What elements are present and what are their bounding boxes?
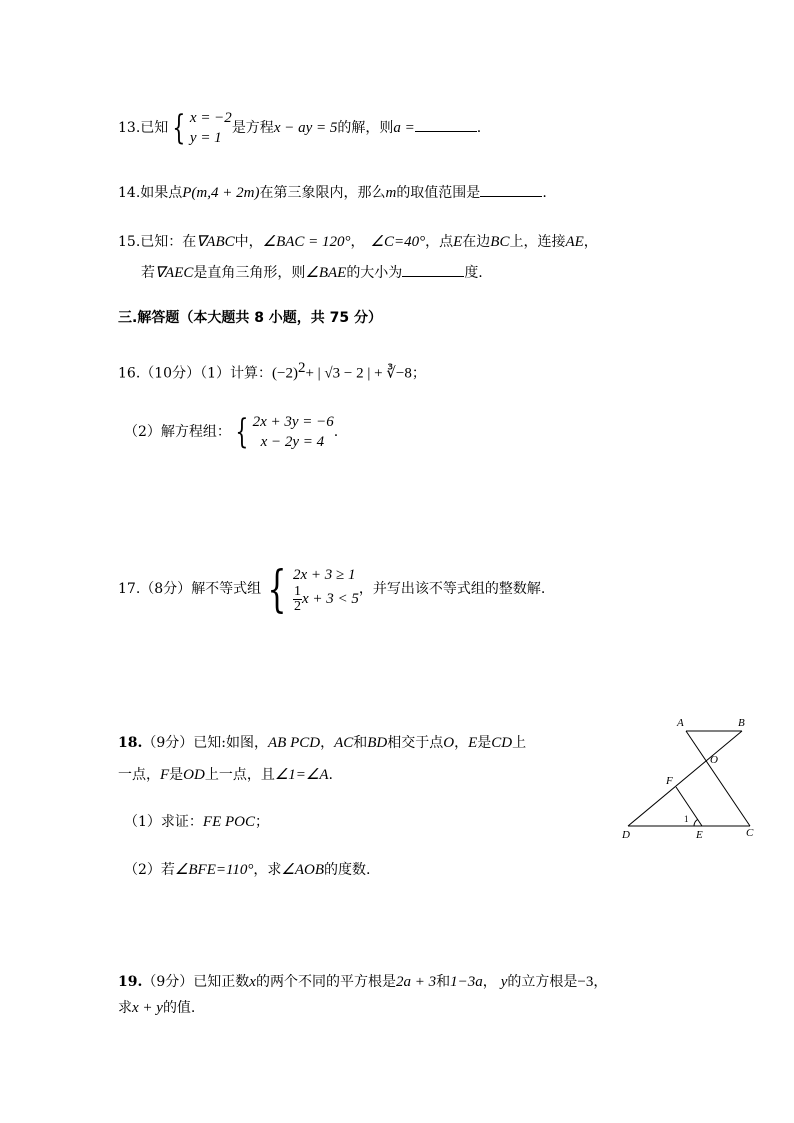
q15-number: 15. [118,234,141,250]
q18-condition: ∠1=∠A [274,767,329,783]
q13-end: . [476,120,482,136]
question-15-line2 [141,262,483,283]
section-heading: 三.解答题（本大题共 8 小题，共 75 分） [118,310,383,326]
question-19-line1 [118,972,607,992]
q19-text4: ， [482,974,497,990]
left-brace-icon: { [172,108,186,148]
q14-text2: 在第三象限内，那么 [259,185,386,201]
q19-sum: x + y [132,1000,163,1016]
fraction-denominator: 2 [294,598,301,614]
q15-text4: 在边 [462,234,491,250]
q18-point-o: O [443,735,455,751]
q17-text: 解不等式组 [191,581,262,597]
q14-text3: 的取值范围是 [396,185,481,201]
q19-points: （9分） [142,974,194,990]
answer-blank [402,262,464,277]
q18-text7: 是 [169,767,184,783]
label-a: A [677,717,684,729]
q18-parallel-fe-oc: FE POC [202,814,255,830]
q18-text6: 一点， [118,767,160,783]
q17-points: （8分） [140,581,192,597]
q14-number: 14. [118,185,141,201]
q15-side-bc: BC [490,234,510,250]
q17-text2: ，并写出该不等式组的整数解. [358,581,546,597]
q15-text8: 是直角三角形，则 [193,265,306,281]
q18-text8: 上一点，且 [204,767,275,783]
label-f: F [666,775,673,787]
q18-angle-bfe: ∠BFE=110° [174,862,254,878]
q18-text: 已知:如图， [193,735,268,751]
label-c: C [746,827,754,839]
q15-text9: 的大小为 [346,265,403,281]
fraction [293,585,302,614]
q16-expression2: + | √3 − 2 | + ∛−8 [305,365,412,382]
q15-text5: 上，连接 [509,234,566,250]
question-14 [118,182,547,203]
q15-text2: 中， [234,234,263,250]
segment-bd [628,731,742,826]
q18-line-ac: AC [334,735,354,751]
segment-fe [676,787,702,826]
angle-1-arc [694,820,698,827]
q18-points: （9分） [142,735,194,751]
q17-ineq2: x + 3 < 5 [302,590,359,607]
fraction-numerator: 1 [294,583,301,599]
question-17 [118,560,546,618]
q13-variable: a = [393,120,415,136]
q15-text7: 若 [141,265,155,281]
q18-part2-label: （2）若 [124,862,175,878]
q18-part1-label: （1）求证： [124,814,203,830]
segment-ac [686,731,750,826]
q13-number: 13. [118,120,141,136]
answer-blank [480,182,542,197]
q18-semicolon: ； [255,814,269,830]
q15-text3: ，点 [425,234,454,250]
left-brace-icon: { [235,412,249,452]
question-18-part1 [124,812,269,832]
question-18-line2: 一点，F是OD上一点，且∠1=∠A. [118,767,333,783]
q19-var-x: x [249,974,256,990]
q17-number: 17. [118,581,141,597]
q15-point-e: E [453,234,463,250]
q16-system [253,412,334,452]
q16-semicolon: ； [411,365,426,382]
q16-exponent: 2 [297,360,306,376]
q19-text8: 的值. [162,1000,196,1016]
q18-side-cd: CD [491,735,513,751]
question-13 [118,108,481,148]
q13-eq2: y = 1 [189,130,222,146]
q18-text2: 和 [353,735,368,751]
q15-segment-ae: AE [565,234,584,250]
q18-number: 18. [118,735,143,751]
q15-comma: ， [350,234,365,250]
q19-text2: 的两个不同的平方根是 [255,974,396,990]
answer-blank [415,117,477,132]
q19-value: −3 [577,974,594,990]
q19-text7: 求 [118,1000,132,1016]
q13-text2: 是方程 [231,120,274,136]
q15-angle-c: ∠C=40° [370,234,426,250]
q16-eq2: x − 2y = 4 [260,434,325,450]
q18-line-bd: BD [367,735,388,751]
label-angle-1: 1 [684,814,689,824]
q19-text3: 和 [436,974,451,990]
label-b: B [738,717,745,729]
q14-text: 如果点 [140,185,183,201]
q14-point: P(m,4 + 2m) [182,185,260,201]
q14-end: . [542,185,547,201]
q13-eq1: x = −2 [189,110,232,126]
q15-angle-bac: ∠BAC = 120° [262,234,351,250]
q18-text5: 上 [512,735,527,751]
question-18-line1 [118,733,526,753]
q19-root2: 1−3a [450,974,483,990]
label-o: O [710,754,718,766]
q18-angle-aob: ∠AOB [281,862,324,878]
question-18-part2 [124,860,370,880]
q18-text9: ，求 [253,862,282,878]
q16-expression: (−2) [272,365,298,382]
question-15-line1 [118,232,598,252]
q18-point-f: F [160,767,170,783]
left-brace-icon: { [267,560,287,618]
q19-root1: 2a + 3 [395,974,437,990]
q13-system [190,108,232,148]
q18-text3: 相交于点 [387,735,444,751]
q16-part2-label: （2）解方程组： [124,424,231,440]
q19-text6: ， [593,974,608,990]
label-e: E [696,829,703,841]
q18-text10: 的度数. [323,862,371,878]
q13-equation: x − ay = 5 [273,120,338,136]
q16-number: 16. [118,365,141,382]
label-d: D [622,829,630,841]
q13-text: 已知 [140,120,169,136]
q18-point-e: E [468,735,478,751]
q15-triangle: ∇ABC [196,234,235,250]
q15-text: 已知：在 [140,234,197,250]
question-16-part1 [118,358,426,384]
q19-var-y: y [500,974,508,990]
q18-parallel-ab-cd: AB PCD [268,735,321,751]
q18-comma: ， [320,735,335,751]
q19-number: 19. [118,974,143,990]
q19-text: 已知正数 [193,974,250,990]
q14-variable: m [385,185,397,201]
q15-text6: ， [583,234,598,250]
geometry-figure [614,712,764,842]
q18-segment-od: OD [183,767,205,783]
q16-dot: . [333,424,339,440]
q19-text5: 的立方根是 [507,974,578,990]
q16-eq1: 2x + 3y = −6 [252,414,334,430]
q13-text3: 的解，则 [337,120,394,136]
question-19-line2 [118,998,195,1018]
q17-system [293,565,359,614]
q17-ineq1: 2x + 3 ≥ 1 [293,566,356,583]
question-16-part2 [124,412,338,452]
q15-angle-bae: ∠BAE [305,265,347,281]
q16-points: （10分） [140,365,201,382]
q18-text4: 是 [477,735,492,751]
q18-comma2: ， [454,735,469,751]
q15-text10: 度. [464,265,483,281]
q16-part1-label: （1）计算： [200,365,273,382]
q15-triangle2: ∇AEC [155,265,194,281]
